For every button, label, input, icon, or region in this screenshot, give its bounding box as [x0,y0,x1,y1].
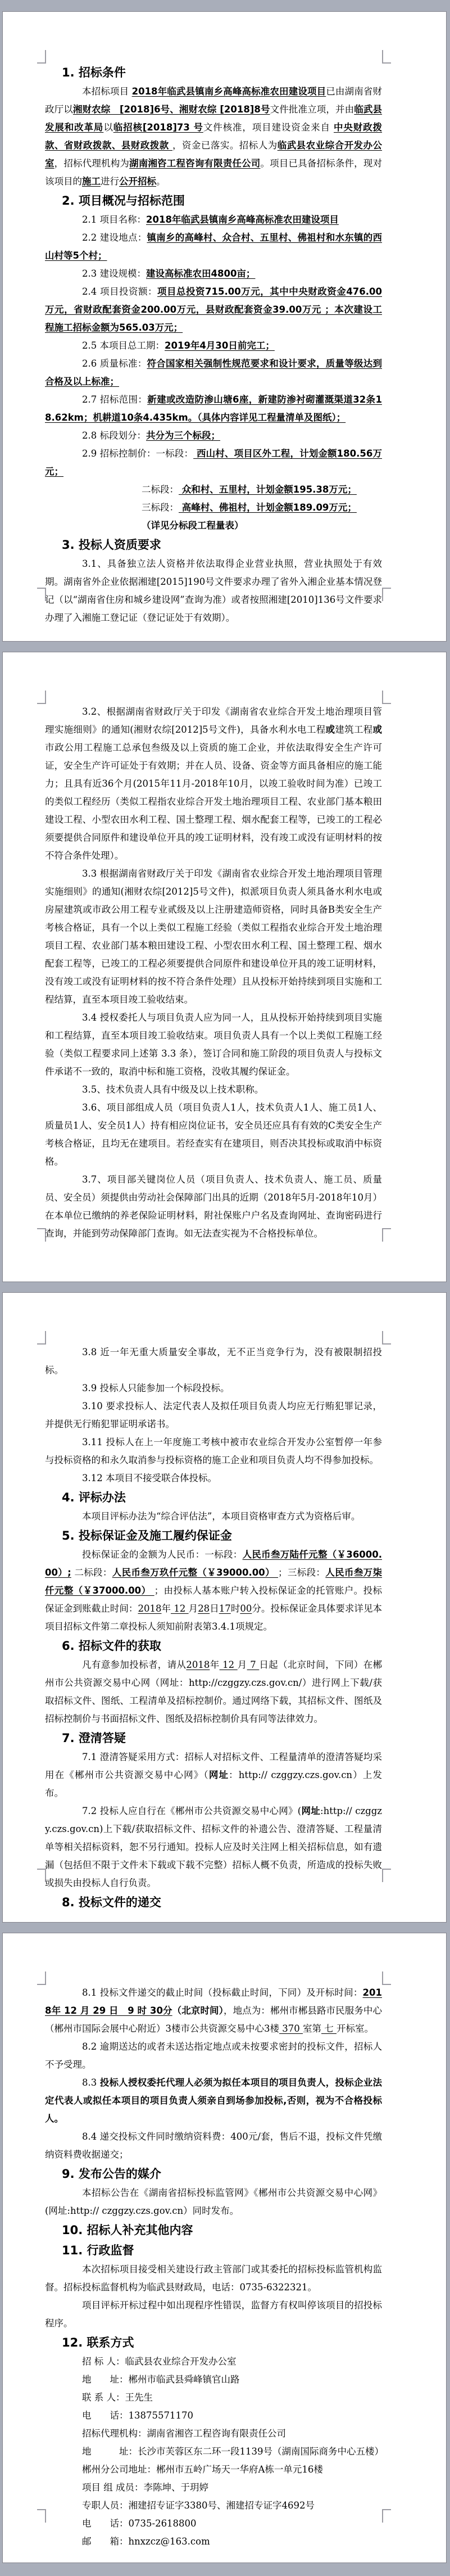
text-segment: 5. 投标保证金及施工履约保证金 [62,1529,232,1542]
section-heading [45,535,382,555]
paragraph [45,481,382,499]
margin-corner-mark [37,1331,46,1345]
text-segment: 3.6、项目部组成人员（项目负责人1人，技术负责人1人、施工员1人、质量员1人、安全员1人）持有相应岗位证书，安全员还应具有有效的C类安全生产考核合格证，且均无在建项目。若经查实有在建项目，则否决其投标或取消中标资格。 [45,1102,382,1167]
text-segment: 12. 联系方式 [62,2336,134,2349]
text-segment: 地 址：郴州市临武县舜峰镇官山路 [82,2374,240,2385]
text-segment: 年 [210,1659,220,1670]
text-segment: 中央财政拨款、省财政拨款、县财政拨款 [45,122,383,151]
text-segment: 3.4 授权委托人与项目负责人应为同一人，且从投标开始持续到项目实施和工程结算，直至本项目竣工验收结束。项目负责人具有一个以上类似工程施工经验（类似工程要求同上述第 3.3 条），签订合同和施工阶段的项目负责人与投标文件承诺不一致的，取消中标和施工资格，没收其履约保证金。 [45,1012,382,1077]
text-segment: 本项目评标办法为“综合评估法”，本项目资格审查方式为资格后审。 [82,1511,361,1522]
text-segment: 。 [156,176,166,187]
text-segment: 4. 评标办法 [62,1491,126,1504]
text-segment: 已由湖南省财政厅以 [45,86,382,115]
text-segment: 8.4 递交投标文件同时缴纳资料费：400元/套，售后不退，投标文件凭缴纳资料费收据递交； [45,2131,382,2160]
text-segment: 00 [240,1603,252,1614]
paragraph [45,1433,382,1469]
text-segment: 2.3 建设规模： [82,268,146,279]
text-segment: 湖南湘咨工程咨询有限责任公司 [129,158,261,169]
paragraph [45,1171,382,1243]
section-heading [45,1892,382,1912]
page-content [45,1343,382,1912]
text-segment: 公开招标 [119,176,156,187]
text-segment: 众和村、五里村，计划金额195.38万元； [179,484,357,495]
text-segment: 2.4 项目投资额： [82,286,158,297]
text-segment: 电 话：13875571170 [82,2410,193,2421]
document-page-3[interactable] [2,1292,447,1923]
text-segment: 共分为三个标段； [146,430,220,441]
text-segment: 3.2、根据湖南省财政厅关于印发《湖南省农业综合开发土地治理项目管理实施细则》的通知(湘财农综[2012]5号文件)，具备水利水电工程 [45,706,382,735]
text-segment: 3.12 本项目不接受联合体投标。 [82,1473,217,1483]
paragraph [45,1379,382,1397]
text-segment: ，资金已落实。招标人为 [172,140,278,151]
paragraph [45,555,382,627]
text-segment: 项目评标开标过程中如出现程序性错误，监督方有权叫停该项目的招投标程序。 [45,2300,382,2329]
section-heading [45,1526,382,1546]
text-segment: 3.8 近一年无重大质量安全事故，无不正当竞争行为，没有被限制招投标。 [45,1347,382,1375]
text-segment: 分。投标保证金具体要求详见本项目招标文件第二章投标人须知前附表第3.4.1项规定。 [45,1603,383,1632]
text-segment: 新建或改造防渗山塘6座，新建防渗衬砌灌溉渠道32条18.62km；机耕道10条4.435km。（具体内容详见工程量清单及图纸）； [45,394,382,423]
paragraph [45,445,382,481]
paragraph [45,1546,382,1636]
text-segment: 人民币叁万玖仟元整（￥39000.00） [112,1567,279,1578]
text-segment: 或 [372,724,382,735]
text-segment: 2018 [138,1603,162,1614]
text-segment: 网址 [301,1806,321,1816]
text-segment: 日 [210,1603,219,1614]
page-content [45,1984,382,2551]
paragraph [45,2425,382,2443]
text-segment: 8.3 [82,2077,100,2088]
text-segment: 文件核准，项目建设资金来自 [203,122,334,133]
document-page-2[interactable] [2,652,447,1282]
margin-corner-mark [382,1331,391,1345]
text-segment: 三标段： [142,502,179,513]
paragraph [45,2515,382,2533]
text-segment: 日起（北京时间，下同）在郴州市公共资源交易中心网（网址：http://czggzy.czs.gov.cn/）进行网上下载/获取招标文件、图纸、工程清单及招标控制价。通过网络下载，其招标文件、图纸及招标控制价与书面招标文件、图纸及招标控制价具有同等法律效力。 [45,1659,383,1724]
text-segment: 邮 箱：hnxzcz@163.com [82,2536,210,2547]
section-heading [45,2220,382,2240]
paragraph [45,1343,382,1379]
text-segment: 8.1 投标文件递交的截止时间（投标截止时间，下同）及开标时间： [82,1987,363,1998]
text-segment: 3.1、具备独立法人资格并依法取得企业营业执照，营业执照处于有效期。湖南省外企业依据湘建[2015]190号文件要求办理了省外入湘企业基本情况登记（以“湖南省住房和城乡建设网”查询为准）或者按照湘建[2010]136号文件要求办理了入湘施工登记证（登记证处于有效期）。 [45,558,382,623]
document-page-1[interactable] [2,11,447,642]
text-segment: 人民币叁万柒仟元整（￥37000.00） [45,1567,383,1596]
text-segment: 文件批准立项，并由 [270,104,354,115]
text-segment: 11. 行政监督 [62,2244,134,2257]
paragraph [45,499,382,517]
text-segment: 建筑工程 [335,724,373,735]
text-segment: 3.3 根据湖南省财政厅关于印发《湖南省农业综合开发土地治理项目管理实施细则》的通知(湘财农综[2012]5号文件)，拟派项目负责人须具备水利水电或房屋建筑或市政公用工程专业贰级及以上注册建造师资格，同时具备B类安全生产考核合格证，具有一个以上类似工程施工经验（类似工程指农业综合开发土地治理项目工程、农业部门基本粮田建设工程、小型农田水利工程、国土整理工程、烟水配套工程等，已竣工的工程必须要提供合同原件和建设单位开具的竣工证明材料，没有竣工或没有证明材料的按不符合条件处理）且从投标开始持续到项目实施和工程结算，直至本项目竣工验收结束。 [45,868,382,1005]
margin-corner-mark [382,50,391,64]
text-segment: 符合国家相关强制性规范要求和设计要求，质量等级达到合格及以上标准； [45,358,382,387]
text-segment: 7 [247,1659,260,1670]
text-segment: 17 [219,1603,231,1614]
text-segment: 2018年临武县镇南乡高峰高标准农田建设项目 [131,86,326,97]
document-page-4[interactable] [2,1933,447,2563]
paragraph [45,2297,382,2333]
text-segment: 10. 招标人补充其他内容 [62,2223,193,2237]
text-segment: 郴州分公司地址：郴州市五岭广场天一华府A栋一单元16楼 [82,2464,323,2475]
text-segment: 市政公用工程施工总承包叁级及以上资质的施工企业，并依法取得安全生产许可证，安全生产许可证处于有效期；并在人员、设备、资金等方面具备相应的施工能力；且具有近36个月(2015年11月-2018年10月，以竣工验收时间为准）已竣工的类似工程经历（类似工程指农业综合开发土地治理项目工程、农业部门基本粮田建设工程、小型农田水利工程、国土整理工程、烟水配套工程等，已竣工的工程必须要提供合同原件和建设单位开具的竣工证明材料，没有竣工或没有证明材料的按不符合条件处理）。 [45,742,382,861]
text-segment: ，地点为：郴州市郴县路市民服务中心（郴州市国际会展中心附近）3楼市公共资源交易中心3楼 [45,2005,383,2034]
paragraph [45,2407,382,2425]
text-segment: 7.2 投标人应自行在《郴州市公共资源交易中心网》( [82,1806,302,1816]
paragraph [45,2461,382,2479]
paragraph [45,1099,382,1171]
paragraph [45,703,382,865]
paragraph [45,355,382,391]
text-segment: 凡有意参加投标者，请从 [82,1659,187,1670]
text-segment: 招 标 人：临武县农业综合开发办公室 [82,2356,237,2367]
paragraph [45,2497,382,2515]
paragraph [45,83,382,191]
text-segment: 投标保证金的金额为人民币：一标段： [82,1549,243,1560]
section-heading [45,2333,382,2353]
margin-corner-mark [382,1869,391,1882]
text-segment: 12 [171,1603,189,1614]
text-segment: 网址 [208,1770,229,1780]
margin-corner-mark [382,1228,391,1242]
paragraph [45,1397,382,1433]
text-segment: （详见分标段工程量表） [142,520,244,531]
text-segment: 2018年 12 月 29 日 9 时 30分 [45,1987,382,2016]
text-segment: ：http:// czggzy.czs.gov.cn）上发布。 [45,1770,383,1798]
text-segment: 2.1 项目名称： [82,214,146,225]
text-segment: 项目总投资715.00万元，其中中央财政资金476.00万元，省财政配套资金200.00万元，县财政配套资金39.00万元 ；本次建设工程施工招标金额为565.03万元； [45,286,382,333]
paragraph [45,427,382,445]
text-segment: 本次招标项目接受相关建设行政主管部门或其委托的招标投标监管机构监督。招标投标监督机构为临武县财政局，电话：0735-6322321。 [45,2264,382,2293]
paragraph [45,211,382,229]
text-segment: 地 址：长沙市芙蓉区东二环一段1139号（湖南国际商务中心五楼） [82,2446,384,2457]
text-segment: 28 [198,1603,210,1614]
paragraph [45,283,382,337]
text-segment: 人民币叁万陆仟元整（￥36000.00）; [45,1549,383,1578]
section-heading [45,2240,382,2261]
text-segment: 3.9 投标人只能参加一个标段投标。 [82,1383,230,1393]
text-segment: 8.2 逾期送达的或者未送达指定地点或未按要求密封的投标文件，招标人不予受理。 [45,2041,382,2070]
text-segment: 年 [161,1603,171,1614]
text-segment: 月 [188,1603,198,1614]
text-segment: 2.9 招标控制价：一标段： [82,448,194,459]
text-segment: 七 [321,2023,337,2034]
paragraph [45,517,382,535]
text-segment: 临武县农业综合开发办公室 [45,140,383,169]
page-content [45,62,382,627]
paragraph [45,1656,382,1728]
margin-corner-mark [382,2509,391,2523]
paragraph [45,2128,382,2164]
text-segment: 时 [230,1603,240,1614]
paragraph [45,1508,382,1526]
text-segment: 招标代理机构：湖南省湘咨工程咨询有限责任公司 [82,2428,286,2439]
text-segment: 以 [103,122,113,133]
text-segment: ；由投标人基本账户转入投标保证金的托管账户。投标保证金到账截止时间： [45,1585,382,1614]
paragraph [45,2533,382,2551]
text-segment: 2.2 建设地点： [82,232,147,243]
paragraph [45,1802,382,1892]
text-segment: 2.7 招标范围： [82,394,148,405]
paragraph [45,2074,382,2128]
paragraph [45,2371,382,2389]
paragraph [45,229,382,265]
paragraph [45,1469,382,1487]
text-segment: 本招标项目 [82,86,132,97]
section-heading [45,191,382,211]
text-segment: 2. 项目概况与招标范围 [62,194,185,207]
text-segment: ，招标代理机构为 [54,158,130,169]
paragraph [45,2261,382,2297]
paragraph [45,1081,382,1099]
text-segment: 本招标公告在《湖南省招标投标监管网》《郴州市公共资源交易中心网》(网址:http:// czggzy.czs.gov.cn）同时发布。 [45,2187,382,2216]
paragraph [45,2443,382,2461]
text-segment: 高峰村、佛祖村，计划金额189.09万元； [179,502,357,513]
margin-corner-mark [382,1972,391,1985]
text-segment: 专职人员：湘建招专证字3380号、湘建招专证字4692号 [82,2500,315,2511]
text-segment: 二标段： [142,484,179,495]
text-segment: 2.6 质量标准： [82,358,147,369]
paragraph [45,337,382,355]
text-segment: 二标段： [71,1567,112,1578]
text-segment: 3.11 投标人在上一年度施工考核中被市农业综合开发办公室暂停一年参与投标资格的和永久取消参与投标资格的施工企业和项目负责人均不得参加投标。 [45,1437,382,1465]
text-segment: 临招核[2018]73 号 [113,122,203,133]
section-heading [45,1728,382,1748]
text-segment: 9. 发布公告的媒介 [62,2167,161,2181]
paragraph [45,1009,382,1081]
paragraph [45,1748,382,1802]
text-segment: :http:// czggzy.czs.gov.cn)上下载/获取招标文件、招标文件的补遗公告、澄清答疑、工程量清单等相关招标资料，恕不另行通知。投标人应及时关注网上相关招标信息，如有遗漏（包括但不限于文件未下载或下载不完整）招标人概不负责，所造成的投标失败或损失由投标人自行负责。 [45,1806,382,1888]
text-segment: 6. 招标文件的获取 [62,1639,161,1653]
text-segment: 电 话：0735-2618800 [82,2518,197,2529]
text-segment: 3.5、技术负责人具有中级及以上技术职称。 [82,1084,264,1095]
text-segment: 370 [279,2023,303,2034]
paragraph [45,865,382,1009]
section-heading [45,2164,382,2184]
text-segment: 2.5 本项目总工期： [82,340,165,351]
text-segment: 2.8 标段划分： [82,430,146,441]
text-segment: 8. 投标文件的递交 [62,1896,161,1909]
text-segment: 室第 [302,2023,321,2034]
page-content [45,703,382,1243]
text-segment: 月 [237,1659,247,1670]
text-segment: 开标室。 [336,2023,374,2034]
text-segment: 投标人授权委托代理人必须为拟任本项目的项目负责人，投标企业法定代表人或拟任本项目的项目负责人须亲自到场参加投标,否则，视为不合格投标人。 [45,2077,382,2124]
paragraph [45,2184,382,2220]
section-heading [45,62,382,83]
section-heading [45,1636,382,1656]
paragraph [45,2353,382,2371]
text-segment: 3.7、项目部关键岗位人员（项目负责人、技术负责人、施工员、质量员、安全员）须提供由劳动社会保障部门出具的近期（2018年5月-2018年10月）在本单位已缴纳的养老保险证明材料，附社保账户户名及查询网址、查询密码进行查询，并能到劳动保障部门查询。如无法查实视为不合格投标单位。 [45,1174,382,1239]
text-segment: 西山村、项目区外工程，计划金额180.56万元； [45,448,382,477]
paragraph [45,391,382,427]
margin-corner-mark [37,691,46,704]
margin-corner-mark [382,588,391,601]
text-segment: 项目 组 成员：李陈坤、于玥婷 [82,2482,208,2493]
margin-corner-mark [37,1972,46,1985]
text-segment: 12 [219,1659,238,1670]
text-segment: 或 [325,724,335,735]
text-segment: 3. 投标人资质要求 [62,538,161,552]
text-segment: 2019年4月30日前完工； [165,340,275,351]
section-heading [45,1487,382,1508]
text-segment: ；三标段： [278,1567,326,1578]
text-segment: 3.10 要求投标人、法定代表人及拟任项目负责人均应无行贿犯罪记录，并提供无行贿犯罪证明承诺书。 [45,1401,382,1429]
text-segment: 施工 [82,176,101,187]
text-segment: 临武县发展和改革局 [45,104,383,133]
text-segment: 7. 澄清答疑 [62,1731,126,1745]
text-segment: 建设高标准农田4800亩； [146,268,256,279]
text-segment: 进行 [101,176,119,187]
paragraph [45,265,382,283]
paragraph [45,2389,382,2407]
text-segment: 镇南乡的高峰村、众合村、五里村、佛祖村和水东镇的西山村等5个村； [45,232,382,261]
paragraph [45,2479,382,2497]
text-segment: （北京时间） [172,2005,224,2016]
text-segment: 1. 招标条件 [62,66,126,79]
paragraph [45,2038,382,2074]
text-segment: 。项目已具备招标条件，现对该项目的 [45,158,383,187]
text-segment: 2018 [186,1659,210,1670]
text-segment: 联 系 人：王先生 [82,2392,153,2403]
text-segment: 2018年临武县镇南乡高峰高标准农田建设项目 [146,214,339,225]
margin-corner-mark [382,691,391,704]
paragraph [45,1984,382,2038]
margin-corner-mark [37,50,46,64]
text-segment: 湘财农综 [2018]6号、湘财农综 [2018]8号 [72,104,270,115]
text-segment: 7.1 澄清答疑采用方式：招标人对招标文件、工程量清单的澄清答疑均采用在《郴州市公共资源交易中心网》（ [45,1752,382,1780]
